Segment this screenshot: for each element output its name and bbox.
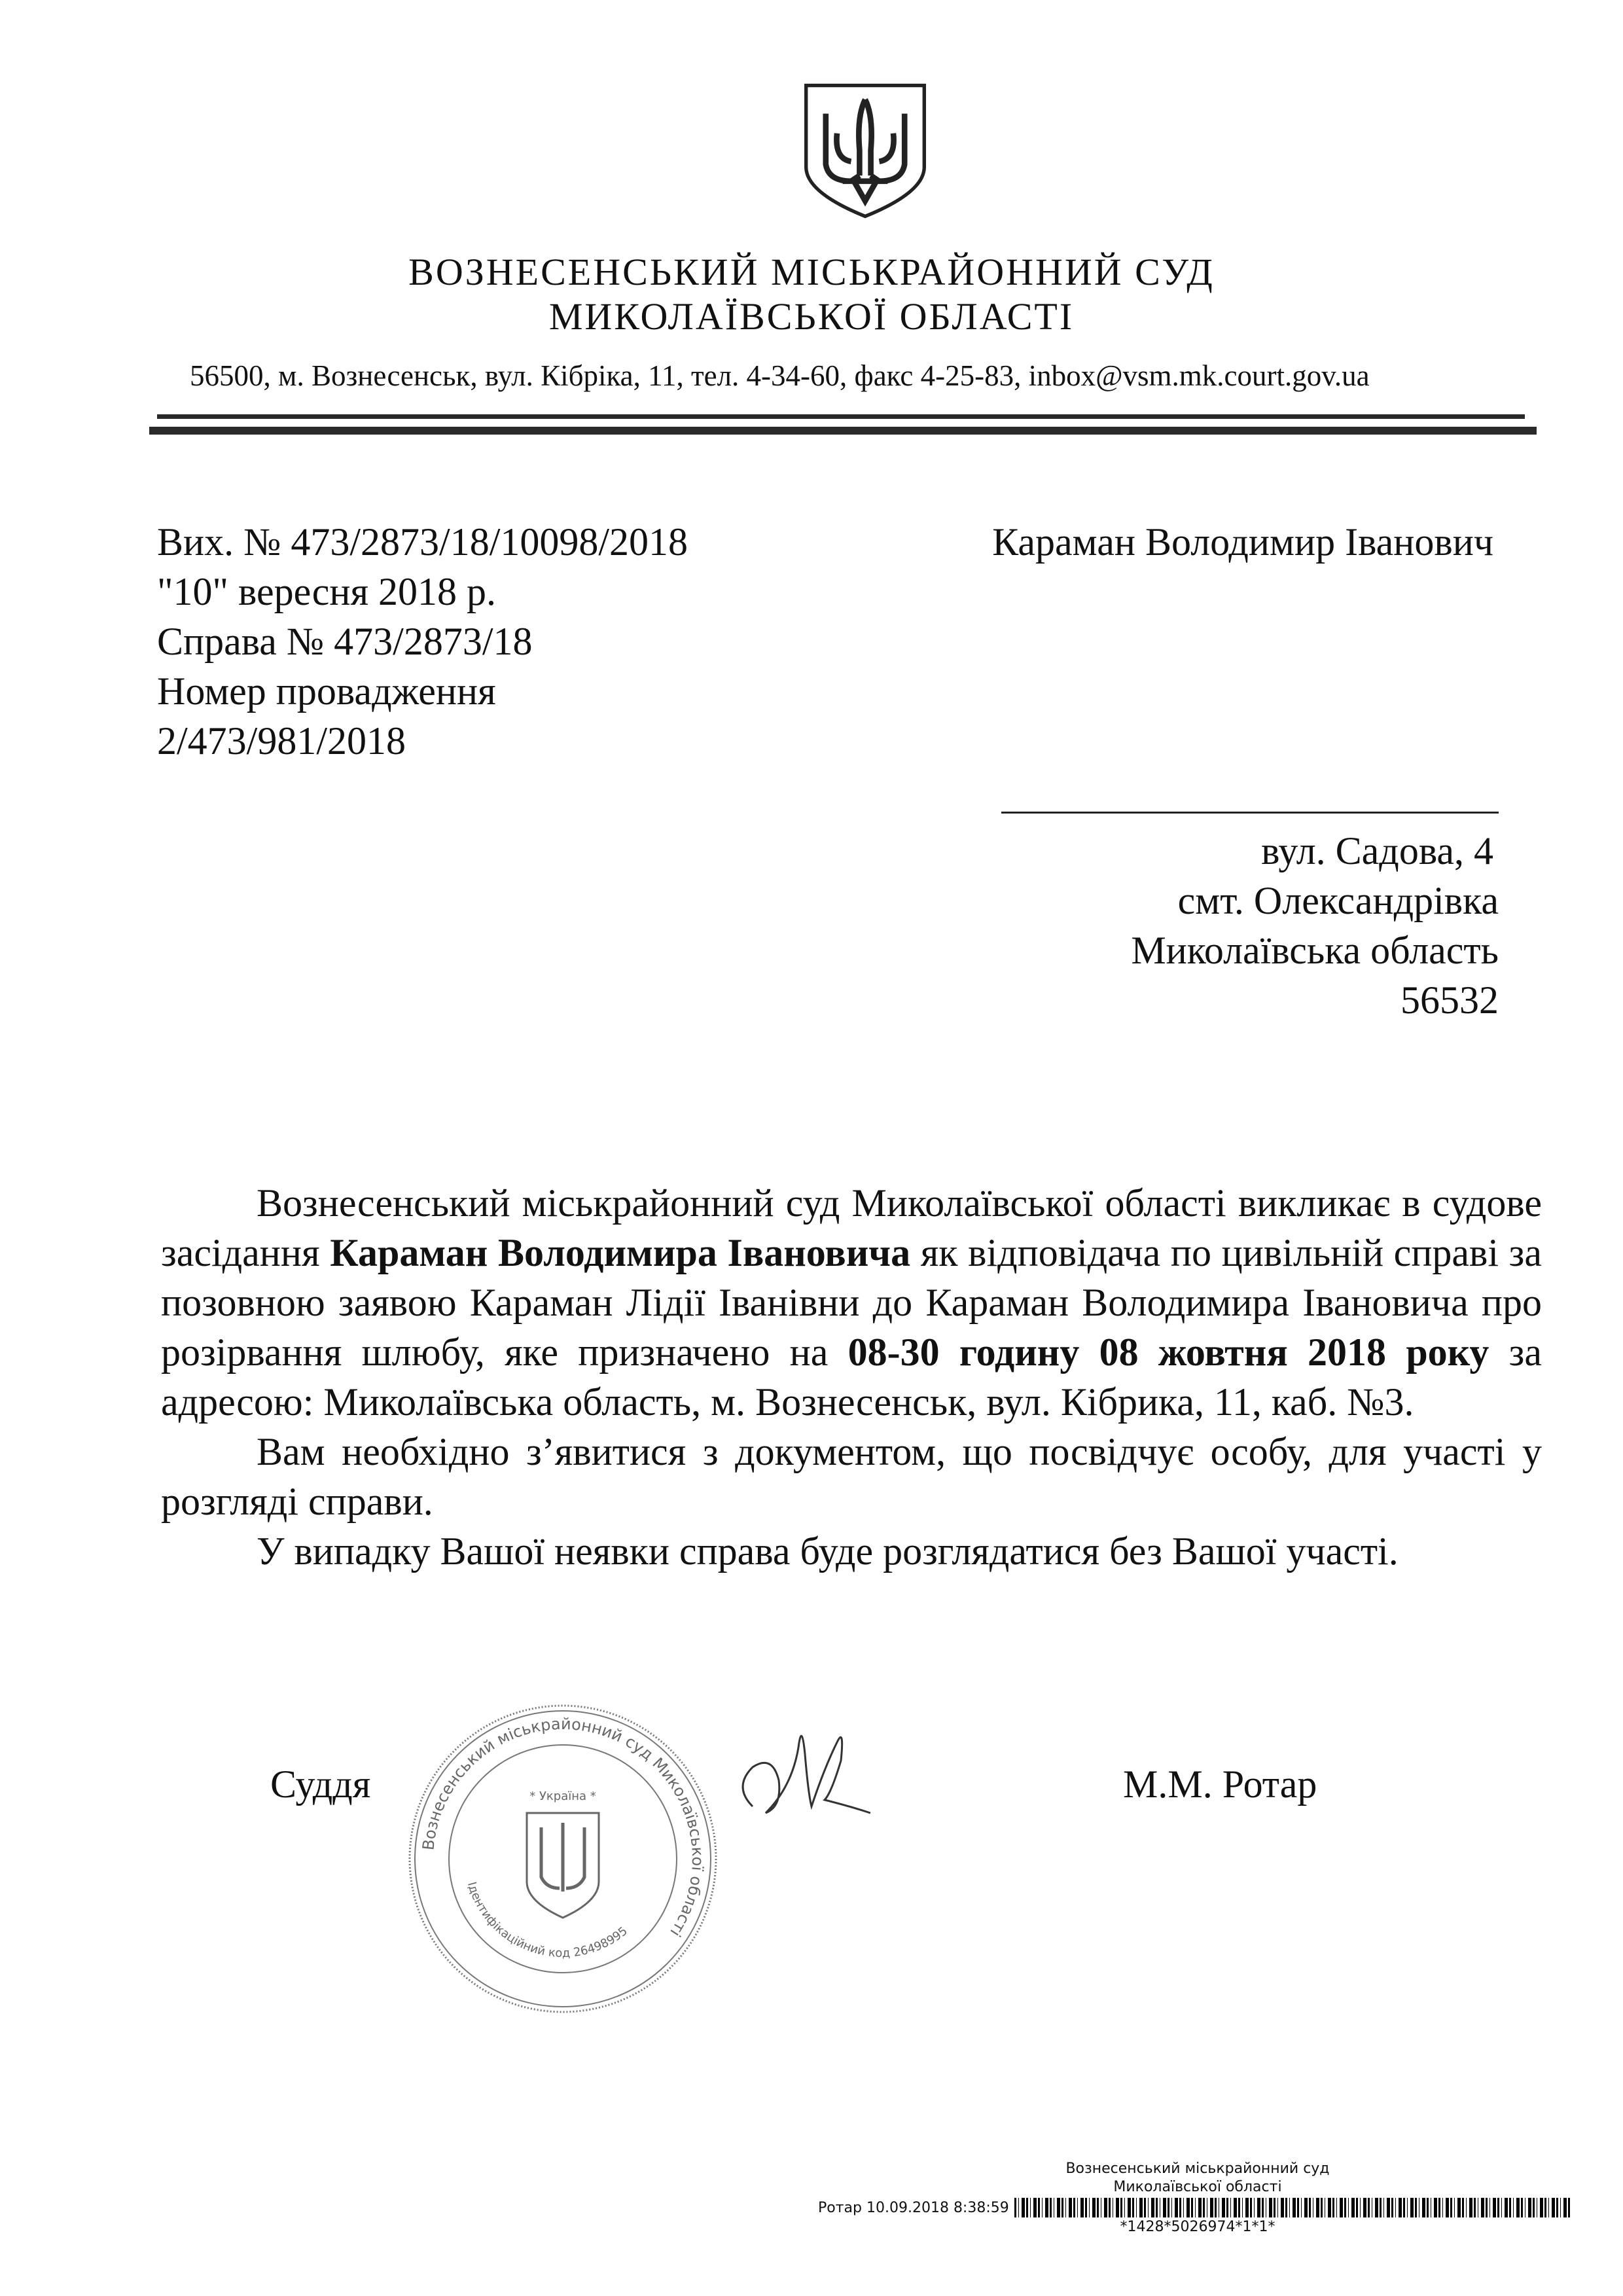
reference-block: [157, 517, 688, 766]
defendant-name: Караман Володимира Івановича: [330, 1231, 911, 1274]
recipient-town: смт. Олександрівка: [1177, 879, 1499, 922]
barcode: [1014, 2198, 1571, 2217]
recipient-address: [1131, 826, 1499, 1025]
recipient-street: вул. Садова, 4: [1261, 829, 1493, 872]
recipient-underline: [1001, 812, 1499, 814]
handwritten-signature: [726, 1708, 883, 1839]
stamp-country-text: * Україна *: [529, 1789, 596, 1803]
header-rule-thick: [149, 427, 1537, 435]
court-address: 56500, м. Вознесенськ, вул. Кібріка, 11, тел. 4-34-60, факс 4-25-83, inbox@vsm.mk.court.gov.ua: [190, 359, 1370, 392]
ukraine-trident-emblem-icon: [793, 80, 937, 221]
letter-body: [161, 1178, 1542, 1576]
registration-court-line2: Миколаївської області: [1113, 2179, 1282, 2195]
outgoing-number: Вих. № 473/2873/18/10098/2018: [157, 520, 688, 564]
judge-label: Суддя: [270, 1763, 371, 1806]
court-seal-stamp: [406, 1702, 720, 2016]
registration-court-line1: Вознесенський міськрайонний суд: [1065, 2161, 1330, 2177]
hearing-datetime: 08-30 годину 08 жовтня 2018 року: [847, 1331, 1489, 1374]
stamp-court-text: Вознесенський міськрайонний суд Миколаївської області: [419, 1714, 707, 1941]
absence-paragraph: У випадку Вашої неявки справа буде розглядатися без Вашої участі.: [257, 1530, 1399, 1573]
case-number: Справа № 473/2873/18: [157, 620, 533, 663]
registration-stamp: [818, 2160, 1571, 2235]
court-name-line1: ВОЗНЕСЕНСЬКИЙ МІСЬКРАЙОННИЙ СУД: [408, 251, 1215, 293]
proceeding-label: Номер провадження: [157, 670, 496, 713]
recipient-region: Миколаївська область: [1131, 929, 1499, 972]
court-name-line2: МИКОЛАЇВСЬКОЇ ОБЛАСТІ: [548, 295, 1075, 338]
body-text: Вознесенський міськрайонний суд Миколаївської області викликає в судове засідання: [161, 1181, 1542, 1274]
barcode-number: *1428*5026974*1*1*: [1120, 2219, 1275, 2235]
stamp-code-text: Ідентифікаційний код 26498995: [464, 1880, 630, 1961]
body-text: за адресою: Миколаївська область, м. Вознесенськ, вул. Кібрика, 11, каб. №3.: [161, 1331, 1542, 1424]
id-document-paragraph: Вам необхідно з’явитися з документом, що посвідчує особу, для участі у розгляді справи.: [161, 1430, 1542, 1523]
summons-paragraph: [161, 1178, 1542, 1427]
registration-user-timestamp: Ротар 10.09.2018 8:38:59: [818, 2199, 1009, 2216]
recipient-name: Караман Володимир Іванович: [992, 520, 1493, 564]
header-rule-thin: [157, 414, 1525, 419]
proceeding-number: 2/473/981/2018: [157, 719, 406, 762]
recipient-postcode: 56532: [1400, 978, 1499, 1022]
judge-name: М.М. Ротар: [1123, 1763, 1317, 1806]
body-text: як відповідача по цивільній справі за позовною заявою Караман Лідії Іванівни до Караман Володимира Івановича про розірвання шлюбу, яке призначено на: [161, 1231, 1543, 1374]
letter-date: "10" вересня 2018 р.: [157, 570, 497, 613]
